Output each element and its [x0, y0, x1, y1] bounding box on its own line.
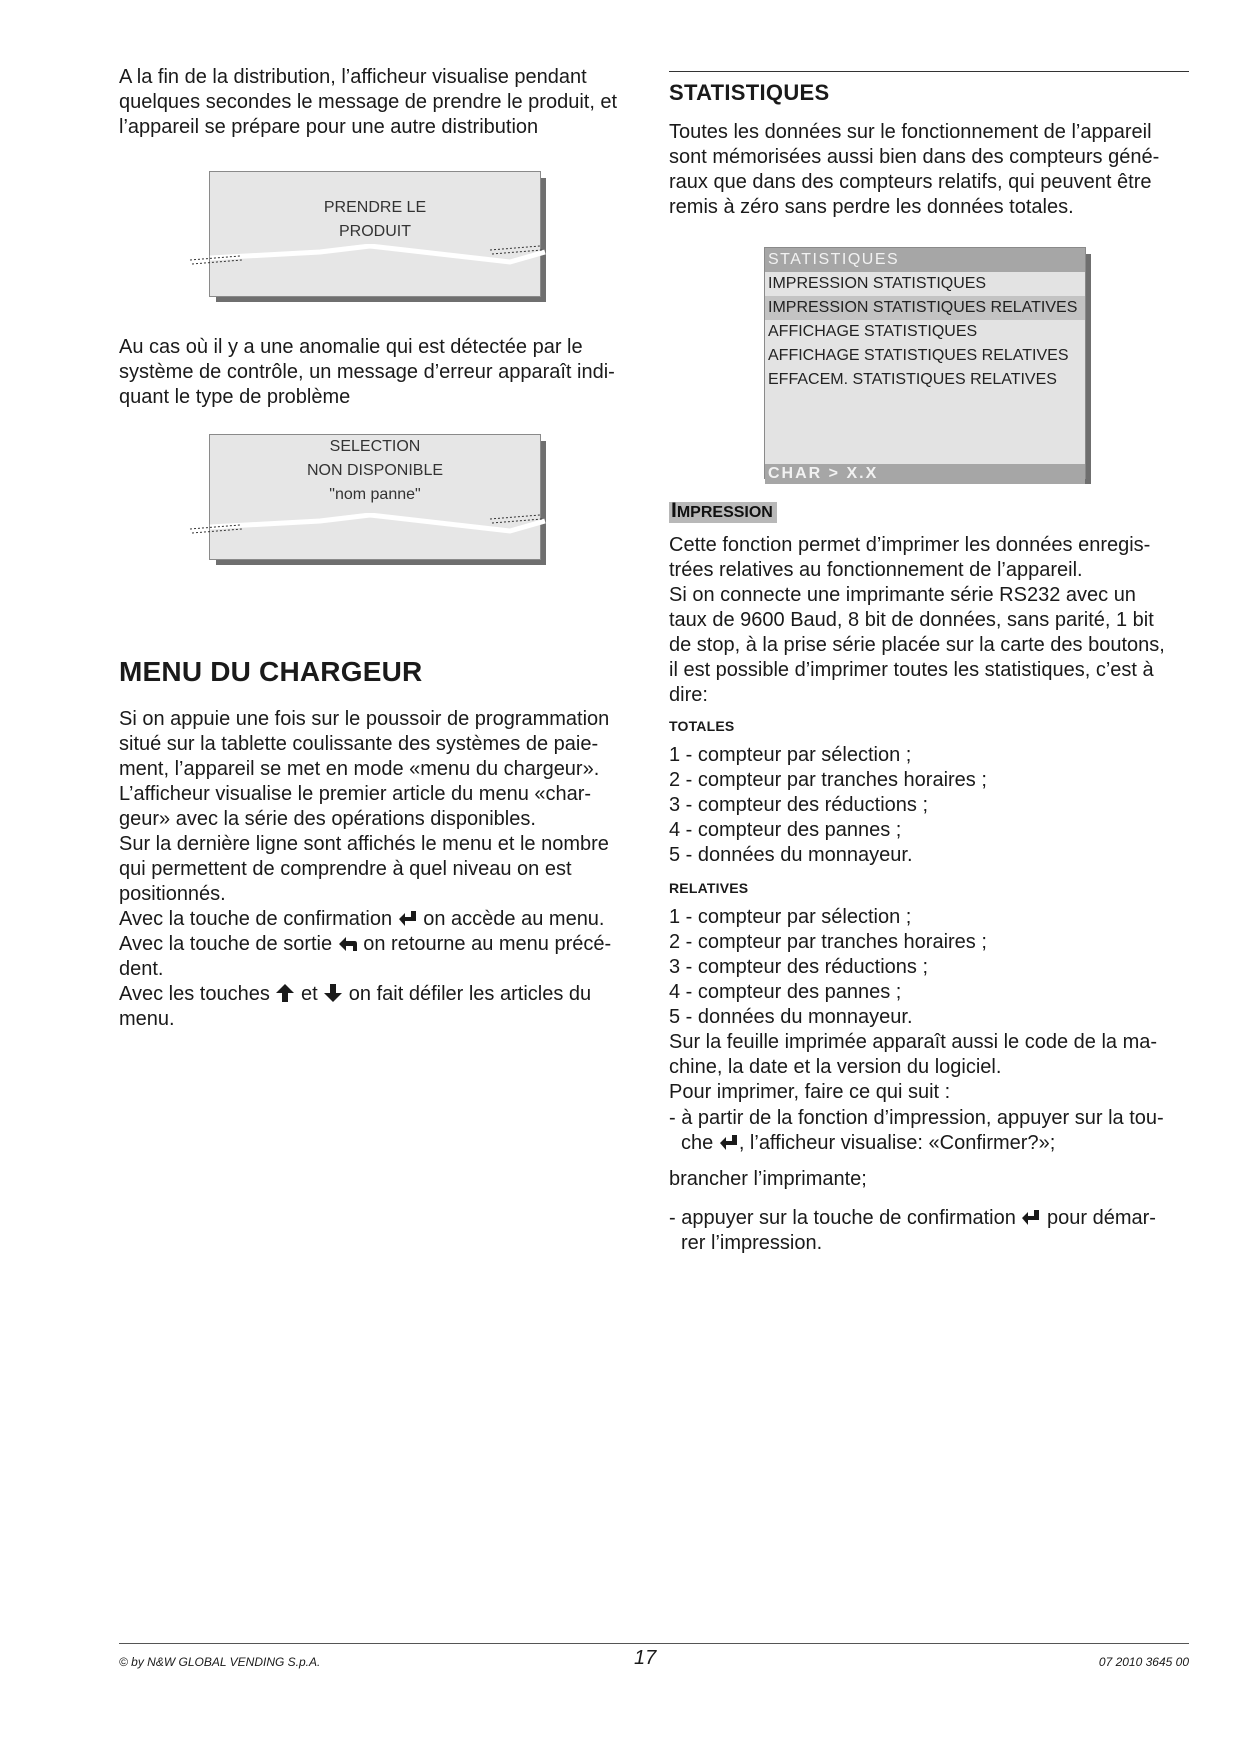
list-item: 3 - compteur des réductions ; [669, 794, 929, 816]
impression-heading [669, 499, 777, 523]
up-arrow-icon [275, 983, 295, 1003]
menu-line: positionnés. [119, 883, 226, 905]
impression-line: Si on connecte une imprimante série RS232 avec un [669, 584, 1136, 606]
text: on accède au menu. [423, 908, 605, 930]
stat-line: Toutes les données sur le fonctionnement de l’appareil [669, 121, 1152, 143]
text: Avec la touche de confirmation [119, 908, 393, 930]
display-line: PRENDRE LE [323, 199, 427, 216]
step-2: brancher l’imprimante; [669, 1168, 867, 1190]
footer-copyright: © by N&W GLOBAL VENDING S.p.A. [119, 1655, 321, 1669]
statistics-paragraph [669, 120, 1189, 220]
display-line: NON DISPONIBLE [306, 462, 444, 479]
relatives-label: RELATIVES [669, 880, 749, 896]
menu-line: geur» avec la série des opérations disponibles. [119, 808, 536, 830]
list-item: 5 - données du monnayeur. [669, 844, 913, 866]
stat-line: raux que dans des compteurs relatifs, qui peuvent être [669, 171, 1152, 193]
menu-item: AFFICHAGE STATISTIQUES RELATIVES [768, 347, 1069, 364]
text: - appuyer sur la touche de confirmation [669, 1207, 1016, 1229]
intro-line: A la fin de la distribution, l’afficheur visualise pendant [119, 66, 587, 88]
display-error [209, 434, 541, 560]
list-item: 2 - compteur par tranches horaires ; [669, 931, 987, 953]
after-line: chine, la date et la version du logiciel. [669, 1056, 1002, 1078]
impression-rest: MPRESSION [676, 504, 773, 521]
step-line [669, 1131, 1189, 1156]
impression-paragraph [669, 533, 1189, 708]
menu-line: dent. [119, 958, 164, 980]
after-line: Pour imprimer, faire ce qui suit : [669, 1081, 951, 1103]
impression-line: il est possible d’imprimer toutes les statistiques, c’est à [669, 659, 1154, 681]
menu-title: STATISTIQUES [765, 248, 1085, 272]
down-arrow-icon [323, 983, 343, 1003]
display-line: PRODUIT [339, 223, 411, 240]
text: Avec la touche de sortie [119, 933, 333, 955]
menu-line: ment, l’appareil se met en mode «menu du chargeur». [119, 758, 600, 780]
list-item: 2 - compteur par tranches horaires ; [669, 769, 987, 791]
list-item: 1 - compteur par sélection ; [669, 906, 912, 928]
display-cut-lines [180, 244, 580, 284]
anomaly-line: système de contrôle, un message d’erreur apparaît indi- [119, 361, 615, 383]
page-number: 17 [634, 1647, 657, 1669]
enter-key-icon [719, 1134, 739, 1152]
intro-line: l’appareil se prépare pour une autre distribution [119, 116, 539, 138]
step-line: - à partir de la fonction d’impression, appuyer sur la tou- [669, 1107, 1164, 1129]
exit-key-line [119, 932, 639, 957]
statistics-menu-display [764, 247, 1086, 482]
text: che [681, 1132, 714, 1154]
anomaly-paragraph [119, 335, 639, 410]
impression-line: trées relatives au fonctionnement de l’appareil. [669, 559, 1083, 581]
display-line: "nom panne" [329, 486, 421, 503]
list-item: 3 - compteur des réductions ; [669, 956, 929, 978]
statistics-heading: STATISTIQUES [669, 80, 830, 105]
step-1 [669, 1106, 1189, 1156]
menu-item: AFFICHAGE STATISTIQUES [768, 323, 978, 340]
menu-line: Si on appuie une fois sur le poussoir de programmation [119, 708, 610, 730]
text: pour démar- [1046, 1207, 1156, 1229]
impression-line: Cette fonction permet d’imprimer les données enregis- [669, 534, 1151, 556]
enter-key-icon [1021, 1209, 1041, 1227]
totales-list [669, 743, 1189, 868]
menu-line: L’afficheur visualise le premier article du menu «char- [119, 783, 592, 805]
intro-paragraph [119, 65, 639, 140]
text: , l’afficheur visualise: «Confirmer?»; [738, 1132, 1056, 1154]
list-item: 1 - compteur par sélection ; [669, 744, 912, 766]
after-line: Sur la feuille imprimée apparaît aussi le code de la ma- [669, 1031, 1158, 1053]
menu-item-selected: IMPRESSION STATISTIQUES RELATIVES [765, 296, 1085, 320]
list-item: 5 - données du monnayeur. [669, 1006, 913, 1028]
step-3 [669, 1206, 1189, 1256]
impression-line: dire: [669, 684, 708, 706]
enter-key-icon [398, 910, 418, 928]
text: on retourne au menu précé- [363, 933, 612, 955]
back-key-icon [338, 935, 358, 953]
impression-line: de stop, à la prise série placée sur la carte des boutons, [669, 634, 1165, 656]
menu-paragraph [119, 707, 639, 1032]
text: et [300, 983, 318, 1005]
menu-line: Sur la dernière ligne sont affichés le menu et le nombre [119, 833, 609, 855]
list-item: 4 - compteur des pannes ; [669, 981, 902, 1003]
footer-rule [119, 1643, 1189, 1644]
display-cut-lines [180, 513, 580, 553]
confirm-key-line [119, 907, 639, 932]
menu-line: situé sur la tablette coulissante des systèmes de paie- [119, 733, 599, 755]
impression-tag [669, 499, 777, 523]
menu-line: menu. [119, 1008, 175, 1030]
menu-heading: MENU DU CHARGEUR [119, 656, 423, 687]
text: Avec les touches [119, 983, 270, 1005]
stat-line: sont mémorisées aussi bien dans des compteurs géné- [669, 146, 1160, 168]
impression-initial: I [671, 499, 677, 522]
step-line [669, 1206, 1189, 1231]
display-take-product [209, 171, 541, 297]
display-line: SELECTION [329, 438, 421, 455]
totales-label: TOTALES [669, 718, 735, 734]
anomaly-line: Au cas où il y a une anomalie qui est détectée par le [119, 336, 583, 358]
stat-line: remis à zéro sans perdre les données totales. [669, 196, 1074, 218]
step-line: rer l’impression. [681, 1232, 823, 1254]
menu-item: EFFACEM. STATISTIQUES RELATIVES [768, 371, 1057, 388]
relatives-list [669, 905, 1189, 1105]
text: on fait défiler les articles du [348, 983, 592, 1005]
arrows-key-line [119, 982, 639, 1007]
menu-item: IMPRESSION STATISTIQUES [768, 275, 987, 292]
list-item: 4 - compteur des pannes ; [669, 819, 902, 841]
anomaly-line: quant le type de problème [119, 386, 351, 408]
menu-footer: CHAR > X.X [765, 464, 1085, 484]
document-code: 07 2010 3645 00 [1098, 1655, 1189, 1669]
intro-line: quelques secondes le message de prendre le produit, et [119, 91, 618, 113]
menu-line: qui permettent de comprendre à quel niveau on est [119, 858, 572, 880]
impression-line: taux de 9600 Baud, 8 bit de données, sans parité, 1 bit [669, 609, 1154, 631]
heading-rule [669, 71, 1189, 72]
